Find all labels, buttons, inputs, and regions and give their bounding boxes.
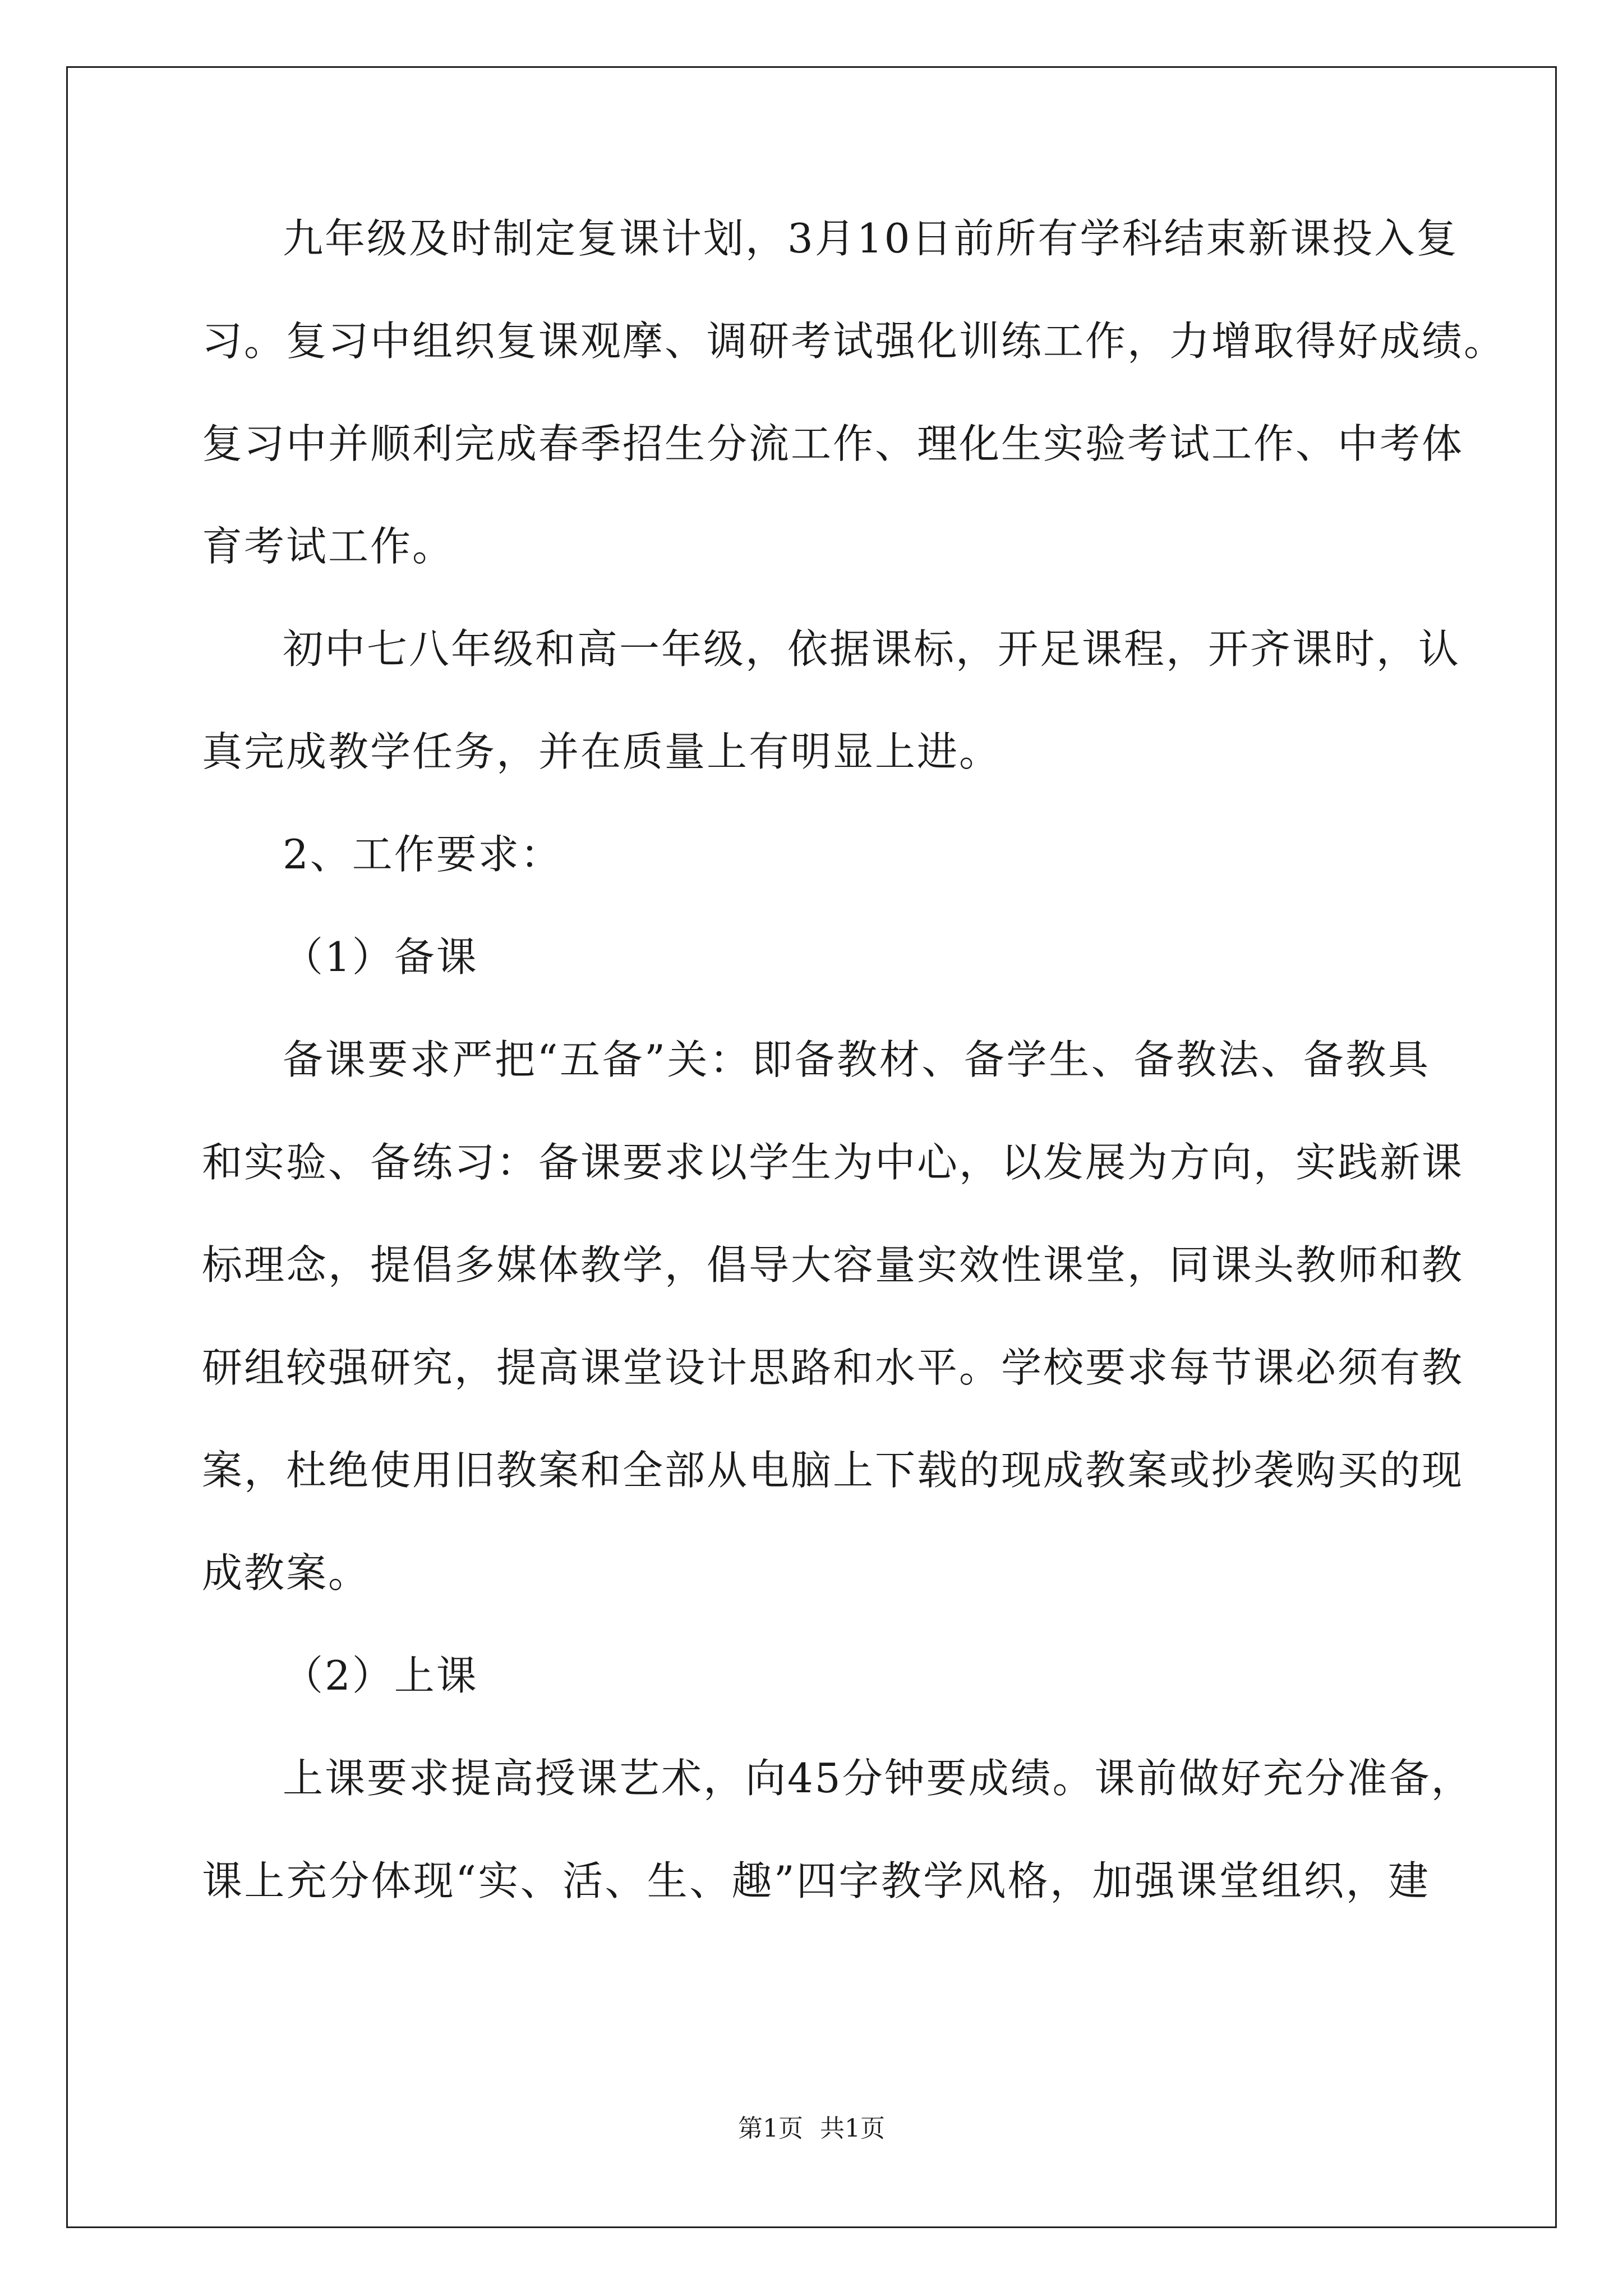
paragraph-line: 课上充分体现“实、活、生、趣”四字教学风格，加强课堂组织，建 bbox=[202, 1857, 1430, 1904]
paragraph-line: 和实验、备练习：备课要求以学生为中心，以发展为方向，实践新课 bbox=[202, 1139, 1464, 1186]
paragraph-line: 备课要求严把“五备”关：即备教材、备学生、备教法、备教具 bbox=[283, 1036, 1430, 1083]
paragraph-line: 复习中并顺利完成春季招生分流工作、理化生实验考试工作、中考体 bbox=[202, 420, 1464, 467]
paragraph-line: 初中七八年级和高一年级，依据课标，开足课程，开齐课时，认 bbox=[283, 625, 1461, 673]
paragraph-line: 育考试工作。 bbox=[202, 523, 455, 570]
page-number: 第1页 bbox=[738, 2114, 803, 2143]
paragraph-line: 九年级及时制定复课计划，3月10日前所有学科结束新课投入复 bbox=[283, 215, 1459, 262]
paragraph-line: 习。复习中组织复课观摩、调研考试强化训练工作，力增取得好成绩。 bbox=[202, 318, 1506, 365]
paragraph-line: 真完成教学任务，并在质量上有明显上进。 bbox=[202, 728, 1002, 775]
subsection-heading: （2）上课 bbox=[283, 1652, 478, 1699]
section-heading: 2、工作要求： bbox=[283, 831, 562, 878]
page-footer bbox=[0, 2112, 1623, 2146]
page-total: 共1页 bbox=[820, 2114, 885, 2143]
subsection-heading: （1）备课 bbox=[283, 933, 478, 981]
paragraph-line: 标理念，提倡多媒体教学，倡导大容量实效性课堂，同课头教师和教 bbox=[202, 1241, 1464, 1289]
paragraph-line: 成教案。 bbox=[202, 1549, 371, 1596]
paragraph-line: 案，杜绝使用旧教案和全部从电脑上下载的现成教案或抄袭购买的现 bbox=[202, 1447, 1464, 1494]
paragraph-line: 上课要求提高授课艺术，向45分钟要成绩。课前做好充分准备， bbox=[283, 1755, 1473, 1802]
paragraph-line: 研组较强研究，提高课堂设计思路和水平。学校要求每节课必须有教 bbox=[202, 1344, 1464, 1391]
